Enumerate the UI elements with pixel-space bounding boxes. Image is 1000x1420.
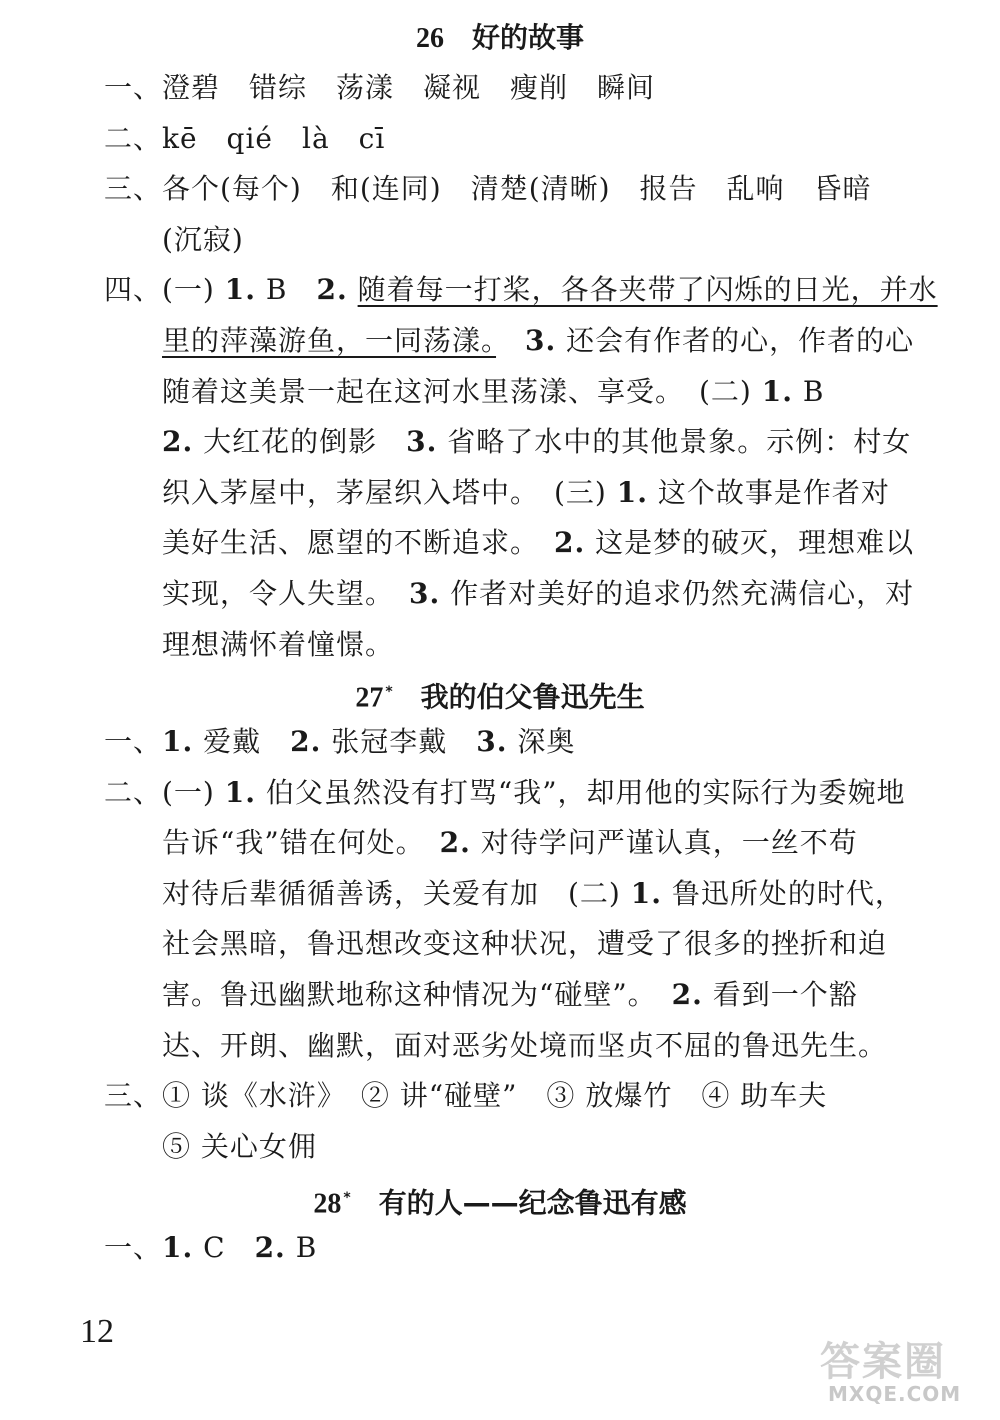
- answer-line: [104, 975, 1000, 1015]
- answer-text: 二、kē qié là cī: [104, 121, 386, 155]
- answer-text: 织入茅屋中，茅屋织入塔中。 (三): [104, 475, 617, 509]
- answer-text: (沉寂): [104, 222, 244, 256]
- answer-text: 2.: [439, 826, 471, 860]
- answer-text: 1.: [224, 273, 256, 307]
- underlined-answer-text: 随着每一打桨，各各夹带了闪烁的日光，并水: [357, 273, 938, 307]
- answer-line: [104, 473, 1000, 513]
- answer-text: B: [255, 273, 317, 307]
- answer-text: 1.: [162, 725, 194, 758]
- answer-text: 一、: [104, 1231, 163, 1264]
- section-title: [0, 20, 1000, 57]
- answer-text: 这是梦的破灭，理想难以: [585, 526, 915, 560]
- answer-text: 二、(一): [104, 775, 225, 809]
- answer-text: ⑤ 关心女佣: [104, 1129, 317, 1163]
- answer-text: 张冠李戴: [321, 725, 477, 758]
- answer-line: [104, 773, 1000, 813]
- answer-text: 3.: [409, 577, 441, 610]
- answer-text: 爱戴: [193, 725, 291, 758]
- answer-text: B: [793, 374, 825, 408]
- answer-text: 伯父虽然没有打骂“我”，却用他的实际行为委婉地: [255, 775, 906, 809]
- answer-text: 看到一个豁: [702, 978, 858, 1011]
- answer-line: [104, 523, 1000, 563]
- answer-text: 理想满怀着憧憬。: [104, 627, 395, 661]
- answer-line: [104, 1026, 1000, 1066]
- answer-text: 一、: [104, 725, 163, 758]
- answer-text: 三、① 谈《水浒》 ② 讲“碰壁” ③ 放爆竹 ④ 助车夫: [104, 1079, 828, 1113]
- optional-star-mark: *: [343, 1190, 351, 1206]
- page-number: 12: [80, 1313, 114, 1350]
- answer-line: [104, 68, 1000, 108]
- answer-line: [104, 1076, 1000, 1116]
- optional-star-mark: *: [385, 684, 393, 700]
- answer-text: 省略了水中的其他景象。示例：村女: [437, 425, 912, 459]
- section-title: [0, 1180, 1000, 1222]
- answer-line: [104, 722, 1000, 762]
- answer-text: 一、澄碧 错综 荡漾 凝视 瘦削 瞬间: [104, 71, 656, 104]
- answer-line: [104, 119, 1000, 159]
- answer-text: 2.: [554, 526, 586, 560]
- answer-text: 2.: [290, 725, 322, 758]
- section-number: 26: [415, 23, 444, 54]
- answer-line: [104, 1228, 1000, 1268]
- answer-text: 美好生活、愿望的不断追求。: [104, 526, 555, 560]
- underlined-answer-text: 里的萍藻游鱼，一同荡漾。: [162, 324, 497, 357]
- answer-text: 害。鲁迅幽默地称这种情况为“碰壁”。: [104, 978, 672, 1011]
- answer-text: 四、(一): [104, 273, 225, 307]
- answer-text: [496, 324, 525, 357]
- answer-line: [104, 823, 1000, 863]
- answer-text: 实现，令人失望。: [104, 577, 410, 610]
- answer-line: [104, 220, 1000, 260]
- section-number: 28: [313, 1188, 342, 1220]
- answer-text: 2.: [671, 978, 703, 1011]
- answer-text: [104, 324, 162, 357]
- answer-line: [104, 1127, 1000, 1167]
- section-title: [0, 674, 1000, 716]
- answer-text: 3.: [525, 324, 557, 357]
- answer-text: 3.: [406, 425, 438, 459]
- answer-line: [104, 625, 1000, 665]
- answer-text: 3.: [476, 725, 508, 758]
- answer-text: B: [285, 1231, 318, 1264]
- answer-text: 1.: [630, 876, 662, 910]
- section-number: 27: [355, 682, 384, 714]
- answer-text: 鲁迅所处的时代，: [662, 876, 904, 910]
- answer-text: 大红花的倒影: [193, 425, 407, 459]
- answer-text: 2.: [316, 273, 348, 307]
- watermark: [820, 1330, 980, 1410]
- answer-line: [104, 874, 1000, 914]
- answer-line: [104, 422, 1000, 462]
- answer-text: C: [193, 1231, 255, 1264]
- answer-line: [104, 372, 1000, 412]
- watermark-logo: 答案圈: [820, 1339, 946, 1385]
- answer-text: [104, 425, 162, 458]
- answer-line: [104, 574, 1000, 614]
- answer-text: 1.: [224, 775, 256, 809]
- answer-text: 随着这美景一起在这河水里荡漾、享受。 (二): [104, 374, 762, 408]
- answer-text: 社会黑暗，鲁迅想改变这种状况，遭受了很多的挫折和迫: [104, 927, 888, 961]
- answer-text: 作者对美好的追求仍然充满信心，对: [440, 577, 915, 610]
- answer-line: [104, 169, 1000, 209]
- answer-line: [104, 321, 1000, 361]
- answer-text: 还会有作者的心，作者的心: [556, 324, 915, 357]
- answer-line: [104, 270, 1000, 310]
- answer-text: 对待后辈循循善诱，关爱有加 (二): [104, 876, 631, 910]
- answer-text: 对待学问严谨认真，一丝不苟: [470, 826, 858, 860]
- answer-text: 告诉“我”错在何处。: [104, 826, 440, 860]
- answer-text: 1.: [761, 374, 793, 408]
- answer-text: 这个故事是作者对: [648, 475, 890, 509]
- section-title-text: 有的人——纪念鲁迅有感: [378, 1186, 687, 1220]
- answer-text: 三、各个(每个) 和(连同) 清楚(清晰) 报告 乱响 昏暗: [104, 172, 872, 206]
- section-title-text: 我的伯父鲁迅先生: [420, 680, 645, 714]
- answer-line: [104, 924, 1000, 964]
- answer-text: 1.: [162, 1231, 194, 1264]
- answer-text: 2.: [254, 1231, 286, 1264]
- answer-text: 2.: [162, 425, 194, 459]
- section-title-text: 好的故事: [472, 21, 585, 54]
- answer-text: 达、开朗、幽默，面对恶劣处境而坚贞不屈的鲁迅先生。: [104, 1028, 888, 1062]
- watermark-url: MXQE.COM: [828, 1382, 962, 1406]
- answer-text: [348, 273, 358, 306]
- answer-text: 1.: [616, 475, 648, 509]
- answer-text: 深奥: [507, 725, 576, 758]
